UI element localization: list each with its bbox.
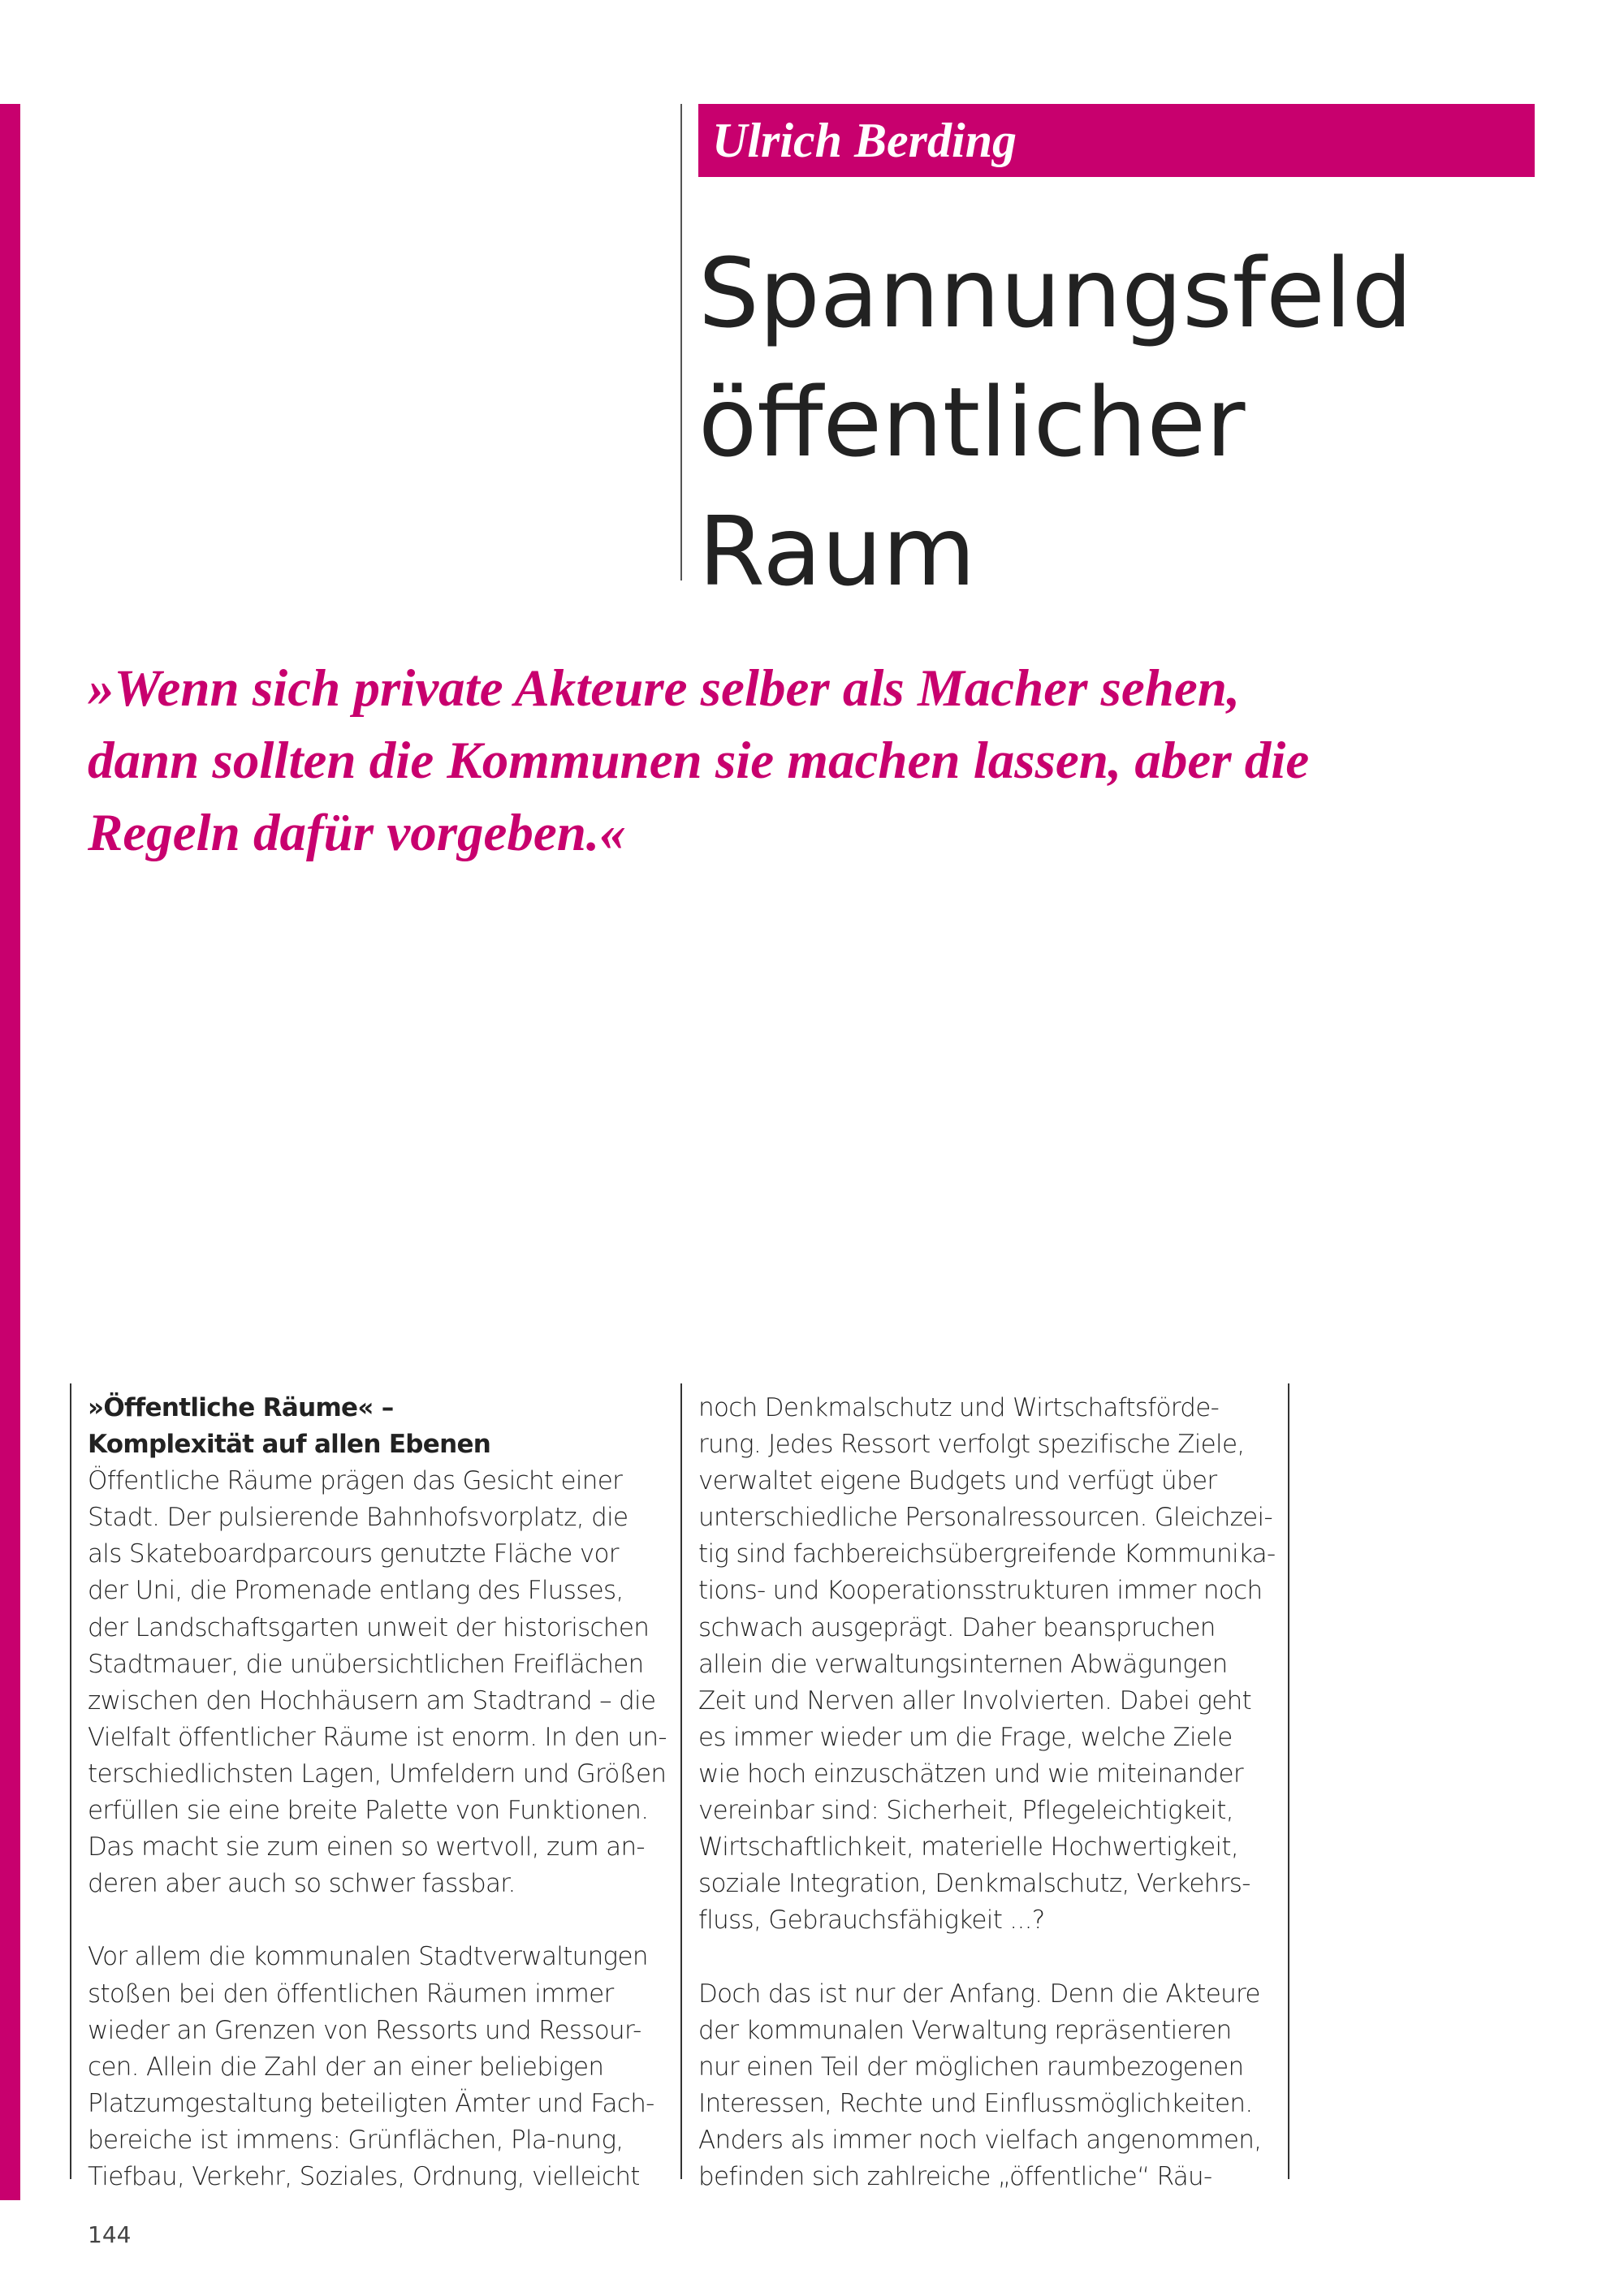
body-text-line: als Skateboardparcours genutzte Fläche vor — [88, 1539, 619, 1569]
left-accent-bar — [0, 104, 20, 2200]
title-divider-rule — [680, 104, 682, 580]
text-column-2 — [698, 1390, 1275, 2195]
body-text-line: fluss, Gebrauchsfähigkeit ...? — [698, 1905, 1045, 1936]
author-name: Ulrich Berding — [712, 114, 1017, 167]
text-column-1 — [88, 1390, 667, 2195]
body-text-line: erfüllen sie eine breite Palette von Funktionen. — [88, 1796, 649, 1826]
body-text-line: Das macht sie zum einen so wertvoll, zum an- — [88, 1832, 645, 1862]
body-text-line: wie hoch einzuschätzen und wie miteinander — [698, 1759, 1243, 1789]
body-text-line: terschiedlichsten Lagen, Umfeldern und Größen — [88, 1759, 667, 1789]
body-text-line: Doch das ist nur der Anfang. Denn die Akteure — [698, 1979, 1260, 2009]
page-number: 144 — [88, 2221, 132, 2248]
body-text-line: vereinbar sind: Sicherheit, Pflegeleichtigkeit, — [698, 1796, 1233, 1826]
body-text-line: nur einen Teil der möglichen raumbezogenen — [698, 2052, 1244, 2082]
body-text-line: wieder an Grenzen von Ressorts und Ressour- — [88, 2015, 641, 2045]
body-text-line: Stadt. Der pulsierende Bahnhofsvorplatz, die — [88, 1503, 628, 1533]
body-text-line: Öffentliche Räume prägen das Gesicht einer — [88, 1466, 623, 1496]
quote-line: »Wenn sich private Akteure selber als Macher sehen, — [88, 659, 1241, 718]
body-text-line: zwischen den Hochhäusern am Stadtrand – die — [88, 1685, 656, 1716]
body-text-line: Wirtschaftlichkeit, materielle Hochwertigkeit, — [698, 1832, 1239, 1862]
body-text-line: tig sind fachbereichsübergreifende Kommunika- — [698, 1539, 1276, 1569]
quote-line: dann sollten die Kommunen sie machen lassen, aber die — [88, 732, 1310, 790]
section-heading-line: »Öffentliche Räume« – — [88, 1393, 394, 1422]
body-text-line: bereiche ist immens: Grünflächen, Pla-nung, — [88, 2125, 624, 2155]
column-rule-middle — [680, 1383, 682, 2179]
body-text-line: Interessen, Rechte und Einflussmöglichkeiten. — [698, 2088, 1253, 2118]
body-text-line: schwach ausgeprägt. Daher beanspruchen — [698, 1612, 1216, 1642]
body-text-line: Platzumgestaltung beteiligten Ämter und Fach- — [88, 2088, 654, 2118]
author-banner — [698, 104, 1535, 177]
body-text-line: der Landschaftsgarten unweit der historischen — [88, 1612, 650, 1642]
body-text-line: rung. Jedes Ressort verfolgt spezifische Ziele, — [698, 1430, 1245, 1460]
body-text-line: verwaltet eigene Budgets und verfügt über — [698, 1466, 1217, 1496]
title-line: öffentlicher — [698, 366, 1246, 478]
section-heading-line: Komplexität auf allen Ebenen — [88, 1430, 491, 1460]
body-text-line: Zeit und Nerven aller Involvierten. Dabei geht — [698, 1685, 1252, 1716]
body-text-line: der Uni, die Promenade entlang des Flusses, — [88, 1576, 624, 1606]
body-text-line: cen. Allein die Zahl der an einer beliebigen — [88, 2052, 604, 2082]
body-text-line: tions- und Kooperationsstrukturen immer noch — [698, 1576, 1263, 1606]
pull-quote — [88, 653, 1309, 870]
quote-line: Regeln dafür vorgeben.« — [88, 804, 626, 862]
body-text-line: noch Denkmalschutz und Wirtschaftsförde- — [698, 1393, 1220, 1422]
body-text-line: befinden sich zahlreiche „öffentliche“ Räu- — [698, 2161, 1212, 2191]
body-text-line: unterschiedliche Personalressourcen. Gleichzei- — [698, 1503, 1272, 1533]
paragraph-gap — [88, 1902, 667, 1939]
body-text-line: es immer wieder um die Frage, welche Ziele — [698, 1722, 1233, 1752]
title-line: Spannungsfeld — [698, 237, 1413, 349]
column-rule-right — [1288, 1383, 1289, 2179]
body-text-line: allein die verwaltungsinternen Abwägungen — [698, 1649, 1228, 1679]
column-rule-left — [70, 1383, 71, 2179]
paragraph-gap — [698, 1939, 1275, 1975]
body-text-line: Vielfalt öffentlicher Räume ist enorm. In den un- — [88, 1722, 667, 1752]
body-text-line: Stadtmauer, die unübersichtlichen Freiflächen — [88, 1649, 644, 1679]
body-text-line: Tiefbau, Verkehr, Soziales, Ordnung, vielleicht — [88, 2161, 640, 2191]
article-title — [698, 229, 1412, 616]
body-text-line: stoßen bei den öffentlichen Räumen immer — [88, 1979, 614, 2009]
title-line: Raum — [698, 495, 976, 607]
body-text-line: deren aber auch so schwer fassbar. — [88, 1869, 516, 1899]
body-text-line: Vor allem die kommunalen Stadtverwaltungen — [88, 1942, 648, 1972]
body-text-line: Anders als immer noch vielfach angenommen, — [698, 2125, 1262, 2155]
body-text-line: soziale Integration, Denkmalschutz, Verkehrs- — [698, 1869, 1250, 1899]
body-text-line: der kommunalen Verwaltung repräsentieren — [698, 2015, 1232, 2045]
